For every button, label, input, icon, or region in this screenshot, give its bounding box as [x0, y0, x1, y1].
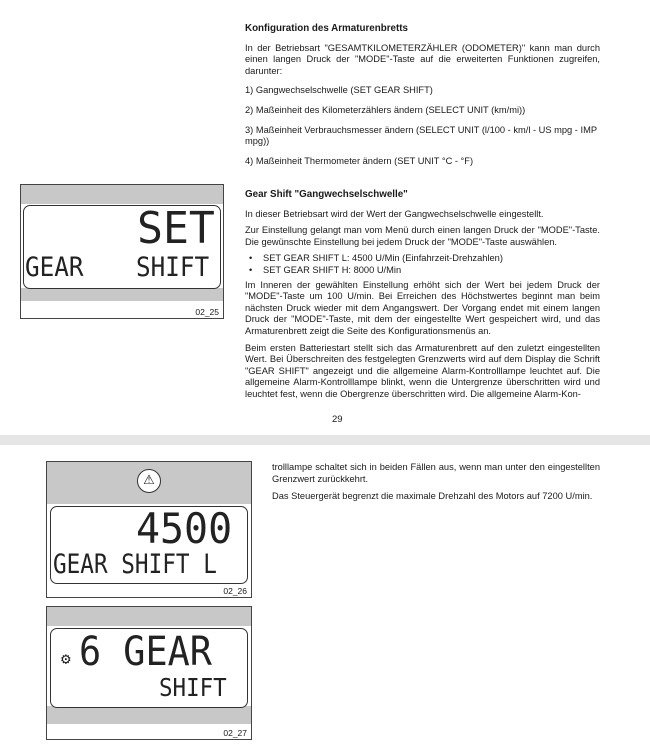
- config-intro: In der Betriebsart "GESAMTKILOMETERZÄHLER (ODOMETER)" kann man durch einen langen Druck der "MODE"-Taste auf die erweiterten Funktionen zugreifen, darunter:: [245, 42, 600, 76]
- config-heading: Konfiguration des Armaturenbretts: [245, 23, 408, 34]
- lcd-value-4500: 4500: [136, 506, 233, 553]
- gear-icon: ⚙: [61, 649, 71, 668]
- lcd-line-6-gear: 6 GEAR: [79, 629, 212, 675]
- display-frame-bottom: [47, 706, 251, 724]
- list-item: • SET GEAR SHIFT L: 4500 U/Min (Einfahrzeit-Drehzahlen): [263, 253, 600, 265]
- paragraph: In dieser Betriebsart wird der Wert der Gangwechselschwelle eingestellt.: [245, 208, 544, 219]
- config-item: 4) Maßeinheit Thermometer ändern (SET UNIT °C - °F): [245, 155, 474, 166]
- page2-text: [272, 462, 600, 508]
- list-item: • SET GEAR SHIFT H: 8000 U/Min: [263, 265, 600, 277]
- figure-6-gear-shift: [46, 606, 252, 740]
- figure-caption: 02_25: [195, 307, 219, 317]
- lcd-label-shift: SHIFT: [136, 252, 210, 283]
- lcd-screen: [23, 205, 221, 289]
- display-frame-top: [21, 185, 223, 204]
- lcd-line-set: SET: [137, 205, 215, 254]
- page-number: 29: [332, 414, 343, 425]
- paragraph: trolllampe schaltet sich in beiden Fällen aus, wenn man unter den eingestellten Grenzwert zurückkehrt.: [272, 462, 600, 484]
- config-item: 3) Maßeinheit Verbrauchsmesser ändern (SELECT UNIT (l/100 - km/l - US mpg - IMP mpg)): [245, 124, 597, 147]
- bullet-list: [245, 253, 600, 276]
- paragraph: Im Inneren der gewählten Einstellung erhöht sich der Wert bei jedem Druck der "MODE"-Taste um 100 U/min. Bei Erreichen des Höchstwertes beginnt man beim nächsten Druck wieder mit dem Angangswert. Der Vorgang endet mit einem langen Druck der "MODE"-Taste, mit dem der eingestellte Wert gespeichert wird, und das Armaturenbrett zeigt die Seite des Konfigurationsmenüs an.: [245, 279, 600, 336]
- figure-gear-shift-l: [46, 461, 252, 598]
- lcd-label-gear: GEAR: [25, 252, 84, 283]
- display-frame-bottom: [21, 288, 223, 301]
- paragraph: Das Steuergerät begrenzt die maximale Drehzahl des Motors auf 7200 U/min.: [272, 491, 593, 502]
- lcd-label-shift: SHIFT: [159, 673, 227, 702]
- section-heading: Gear Shift "Gangwechselschwelle": [245, 189, 408, 200]
- lcd-label-gear-shift-l: GEAR SHIFT L: [53, 549, 217, 580]
- figure-caption: 02_27: [223, 728, 247, 738]
- figure-caption: 02_26: [223, 586, 247, 596]
- figure-set-gear-shift: [20, 184, 224, 319]
- page1-text-top: [245, 23, 600, 172]
- page1-text-bottom: [245, 189, 600, 406]
- page-separator: [0, 435, 650, 445]
- paragraph: Beim ersten Batteriestart stellt sich das Armaturenbrett auf den zuletzt eingestellten Wert. Bei Überschreiten des festgelegten Grenzwerts wird auf dem Display die Schrift "GEAR SHIFT" angezeigt und die allgemeine Alarm-Kontrolllampe leuchtet auf. Die allgemeine Alarm-Kontrolllampe blinkt, wenn die Untergrenze überschritten wird und leuchtet fest, wenn die Obergrenze überschritten wird. Die allgemeine Alarm-Kon-: [245, 342, 600, 399]
- warning-icon: ⚠: [137, 469, 161, 493]
- config-item: 2) Maßeinheit des Kilometerzählers ändern (SELECT UNIT (km/mi)): [245, 104, 526, 115]
- config-item: 1) Gangwechselschwelle (SET GEAR SHIFT): [245, 85, 433, 96]
- paragraph: Zur Einstellung gelangt man vom Menü durch einen langen Druck der "MODE"-Taste. Die gewünschte Einstellung bei jedem Druck der "MODE"-Taste auswählen.: [245, 225, 600, 247]
- lcd-screen: [50, 628, 248, 708]
- display-frame-top: [47, 607, 251, 626]
- lcd-screen: [50, 506, 248, 584]
